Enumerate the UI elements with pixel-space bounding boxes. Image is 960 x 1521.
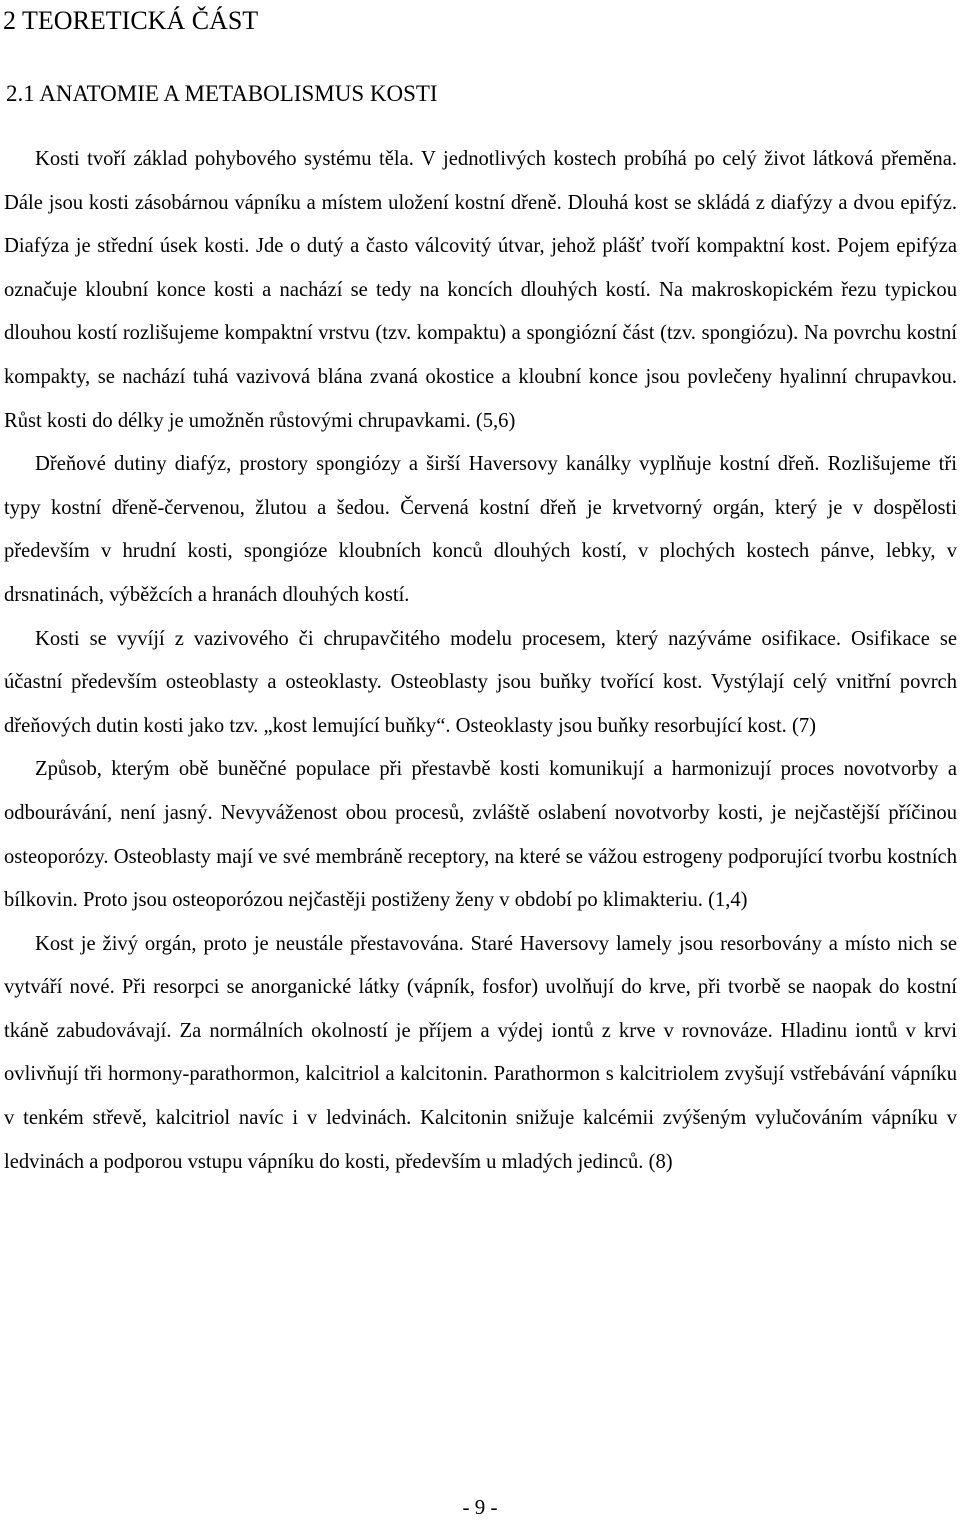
- section-heading: 2.1 ANATOMIE A METABOLISMUS KOSTI: [6, 81, 438, 106]
- body-text: [4, 138, 957, 1184]
- paragraph-osteoporosis: Způsob, kterým obě buněčné populace při přestavbě kosti komunikují a harmonizují proces novotvorby a odbourávání, není jasný. Nevyváženost obou procesů, zvláště oslabení novotvorby kosti, je nejčastější příčinou osteoporózy. Osteoblasty mají ve své membráně receptory, na které se vážou estrogeny podporující tvorbu kostních bílkovin. Proto jsou osteoporózou nejčastěji postiženy ženy v období po klimakteriu. (1,4): [4, 758, 957, 912]
- page-number: - 9 -: [462, 1495, 498, 1519]
- paragraph-bone-structure: Kosti tvoří základ pohybového systému těla. V jednotlivých kostech probíhá po celý život látková přeměna. Dále jsou kosti zásobárnou vápníku a místem uložení kostní dřeně. Dlouhá kost se skládá z diafýzy a dvou epifýz. Diafýza je střední úsek kosti. Jde o dutý a často válcovitý útvar, jehož plášť tvoří kompaktní kost. Pojem epifýza označuje kloubní konce kosti a nachází se tedy na koncích dlouhých kostí. Na makroskopickém řezu typickou dlouhou kostí rozlišujeme kompaktní vrstvu (tzv. kompaktu) a spongiózní část (tzv. spongiózu). Na povrchu kostní kompakty, se nachází tuhá vazivová blána zvaná okostice a kloubní konce jsou povlečeny hyalinní chrupavkou. Růst kosti do délky je umožněn růstovými chrupavkami. (5,6): [4, 148, 957, 432]
- paragraph-bone-marrow: Dřeňové dutiny diafýz, prostory spongiózy a širší Haversovy kanálky vyplňuje kostní dřeň. Rozlišujeme tři typy kostní dřeně-červenou, žlutou a šedou. Červená kostní dřeň je krvetvorný orgán, který je v dospělosti především v hrudní kosti, spongióze kloubních konců dlouhých kostí, v plochých kostech pánve, lebky, v drsnatinách, výběžcích a hranách dlouhých kostí.: [4, 453, 957, 606]
- chapter-heading: 2 TEORETICKÁ ČÁST: [3, 6, 259, 35]
- paragraph-bone-remodeling: Kost je živý orgán, proto je neustále přestavována. Staré Haversovy lamely jsou resorbovány a místo nich se vytváří nové. Při resorpci se anorganické látky (vápník, fosfor) uvolňují do krve, při tvorbě se naopak do kostní tkáně zabudovávají. Za normálních okolností je příjem a výdej iontů z krve v rovnováze. Hladinu iontů v krvi ovlivňují tři hormony-parathormon, kalcitriol a kalcitonin. Parathormon s kalcitriolem zvyšují vstřebávání vápníku v tenkém střevě, kalcitriol navíc i v ledvinách. Kalcitonin snižuje kalcémii zvýšeným vylučováním vápníku v ledvinách a podporou vstupu vápníku do kosti, především u mladých jedinců. (8): [4, 932, 957, 1173]
- paragraph-ossification: Kosti se vyvíjí z vazivového či chrupavčitého modelu procesem, který nazýváme osifikace. Osifikace se účastní především osteoblasty a osteoklasty. Osteoblasty jsou buňky tvořící kost. Vystýlají celý vnitřní povrch dřeňových dutin kosti jako tzv. „kost lemující buňky“. Osteoklasty jsou buňky resorbující kost. (7): [4, 627, 957, 737]
